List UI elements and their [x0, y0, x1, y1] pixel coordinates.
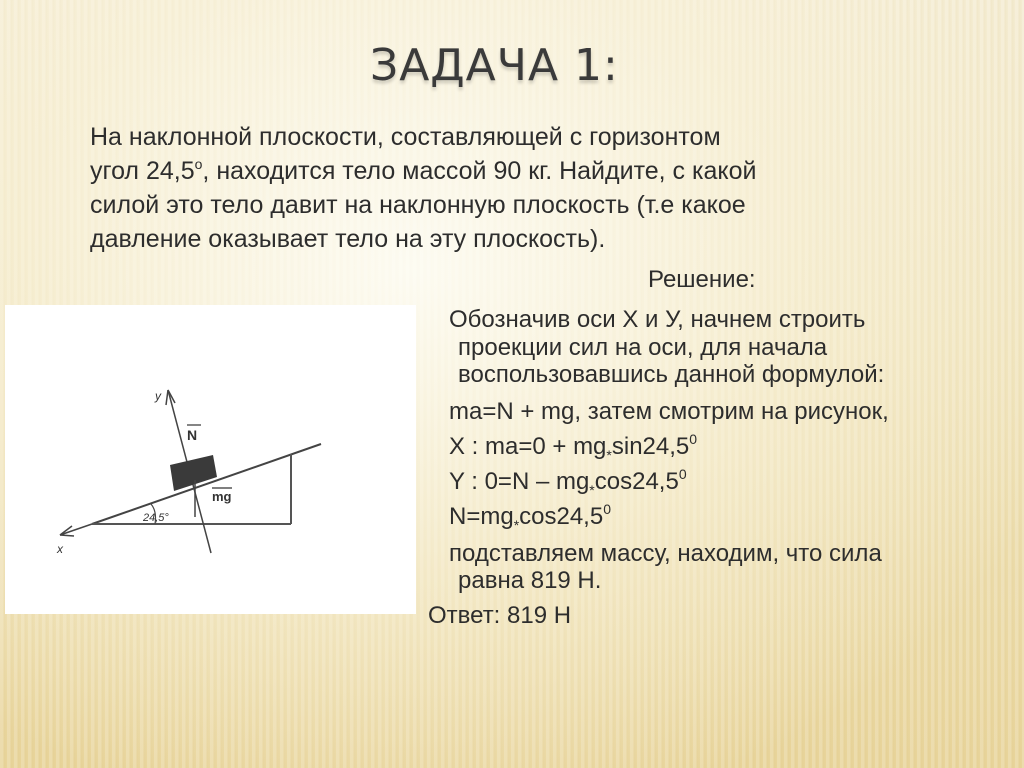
problem-line-1: На наклонной плоскости, составляющей с горизонтом: [90, 123, 721, 151]
formula-y: Y : $0=N - mg_*\cos 24,5^0$: [449, 466, 687, 498]
incline-diagram: [5, 305, 416, 614]
problem-line-3: силой это тело давит на наклонную плоскость (т.е какое: [90, 191, 746, 219]
solution-result-2: равна 819 Н.: [458, 567, 602, 594]
formula-vector: ma=N + mg, затем смотрим на рисунок,: [449, 398, 889, 425]
solution-result-1: подставляем массу, находим, что сила: [449, 540, 882, 567]
incline-slope: [92, 444, 321, 524]
y-axis-label: y: [155, 389, 161, 403]
formula-x: X : $ma=0 + mg_*\sin 24,5^0$: [449, 431, 698, 463]
solution-heading: Решение:: [648, 266, 756, 293]
slide-title: ЗАДАЧА 1:: [370, 40, 619, 91]
normal-force-label: N: [187, 427, 198, 443]
gravity-force-label: mg: [212, 489, 232, 504]
x-axis: [60, 524, 92, 535]
problem-line-4: давление оказывает тело на эту плоскость).: [90, 225, 606, 253]
angle-label: 24,5°: [143, 512, 169, 524]
x-axis-label: x: [57, 542, 63, 556]
solution-intro-3: воспользовавшись данной формулой:: [458, 361, 885, 388]
problem-line-2: угол 24,5$^o$, находится тело массой 90 кг. Найдите, с какой: [90, 156, 757, 185]
problem-text: [90, 120, 880, 256]
answer-line: Ответ: 819 Н: [428, 602, 572, 629]
formula-n: $N=mg_*\cos 24,5^0$: [449, 501, 611, 533]
solution-intro-2: проекции сил на оси, для начала: [458, 334, 828, 361]
solution-intro-1: Обозначив оси X и У, начнем строить: [449, 306, 866, 333]
